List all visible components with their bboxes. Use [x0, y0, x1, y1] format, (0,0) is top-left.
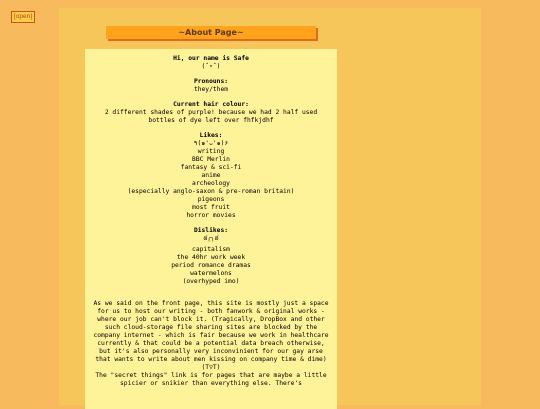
dislikes-section: [93, 227, 329, 286]
dislikes-item: (overhyped imo): [182, 278, 240, 285]
likes-item: pigeons: [197, 196, 225, 203]
likes-heading: Likes:: [199, 132, 223, 139]
dislikes-item: capitalism: [192, 246, 230, 253]
likes-item: writing: [197, 148, 225, 155]
likes-item: ٩(๑'ᴗ'๑)۶: [193, 140, 229, 147]
likes-item: (especially anglo-saxon & pre-roman britain): [127, 188, 295, 195]
paragraph-section: [93, 300, 329, 388]
pronouns-heading: Pronouns:: [193, 78, 229, 85]
dislikes-item: period romance dramas: [171, 262, 251, 269]
likes-item: most fruit: [192, 204, 230, 211]
dislikes-item: watermelons: [190, 270, 232, 277]
intro-section: [93, 55, 329, 71]
dislikes-emoticon: ఠ╭╮ఠ: [203, 235, 219, 242]
dislikes-item: the 40hr work week: [176, 254, 246, 261]
hair-section: [93, 101, 329, 125]
likes-item: BBC Merlin: [192, 156, 230, 163]
likes-item: archeology: [192, 180, 230, 187]
open-menu-button[interactable]: [open]: [11, 11, 35, 23]
likes-section: [93, 132, 329, 220]
likes-item: anime: [201, 172, 221, 179]
about-content: [85, 49, 337, 409]
page-title: ~About Page~: [106, 26, 316, 39]
likes-item: fantasy & sci-fi: [180, 164, 242, 171]
hair-heading: Current hair colour:: [173, 101, 249, 108]
about-paragraph: As we said on the front page, this site is mostly just a space for us to host our writing - both fanwork & original works - where our job can't block it. (Tragically, DropBox and other such cloud-storage file sharing sites are blocked by the company internet - which is fair because we work in healthcare currently & that could be a potential data breach otherwise, but it's also personally very inconvinient for our gay arse that wants to write about men kissing on company time & dime): [93, 300, 329, 363]
hair-text: 2 different shades of purple! because we had 2 half used bottles of dye left over fhfkjdhf: [104, 109, 318, 124]
intro-emoticon: (ˆ▿ˆ): [201, 63, 221, 70]
pronouns-section: [93, 78, 329, 94]
pronouns-value: they/them: [193, 86, 229, 93]
likes-item: horror movies: [186, 212, 236, 219]
intro-name-line: Hi, our name is Safe: [173, 55, 249, 62]
paragraph-emoticon: (T▽T): [201, 364, 221, 371]
about-paragraph: The "secret things" link is for pages that are maybe a little spicier or snikier than everything else. There's: [95, 372, 327, 387]
dislikes-heading: Dislikes:: [193, 227, 229, 234]
